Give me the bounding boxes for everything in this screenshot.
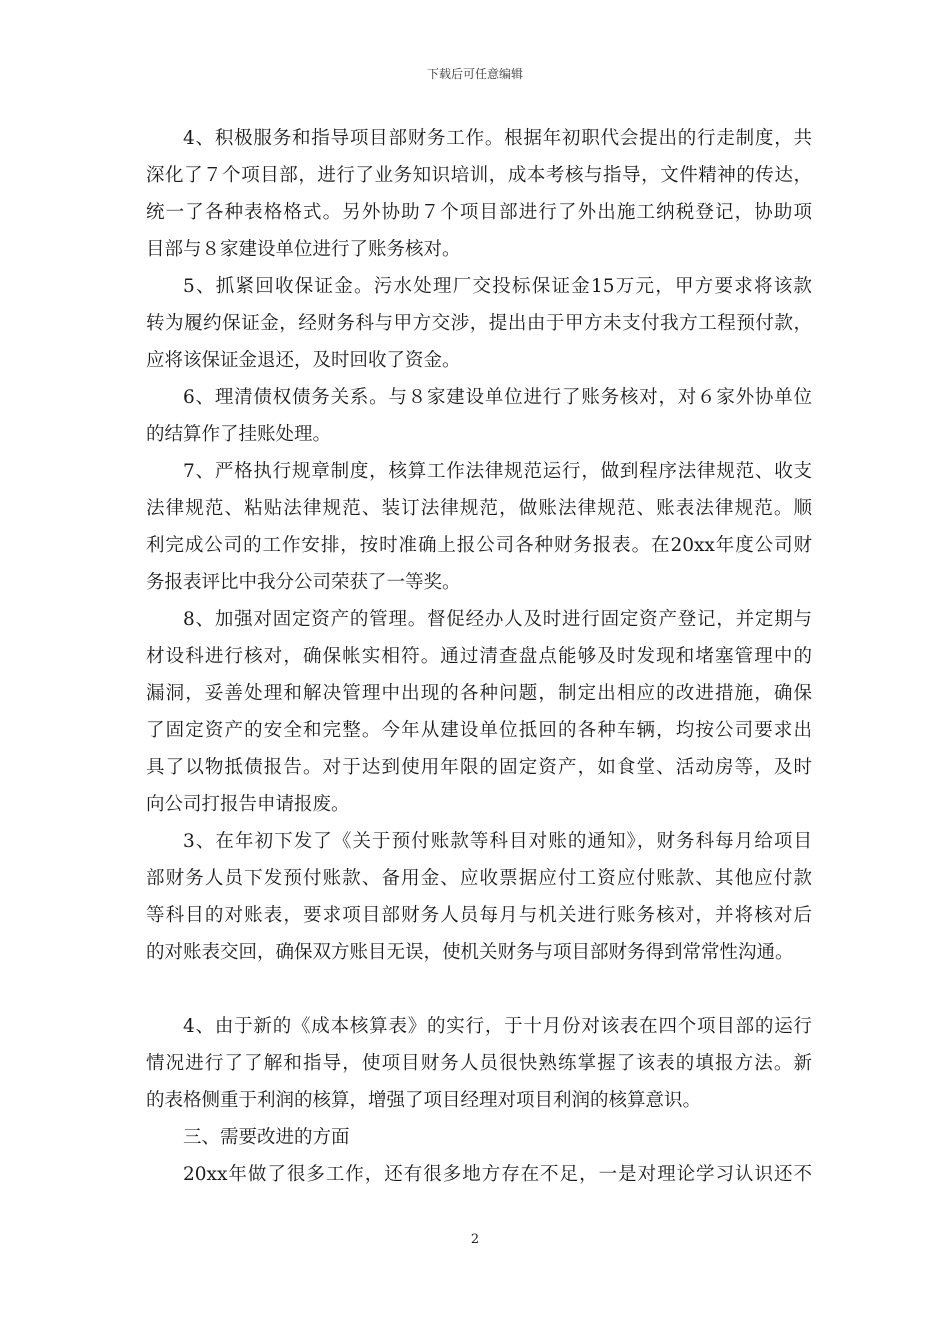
paragraph-line: 目部与８家建设单位进行了账务核对。 [146,239,461,260]
paragraph-line: 的表格侧重于利润的核算，增强了项目经理对项目利润的核算意识。 [146,1090,702,1111]
paragraph-item-4-project-guidance [146,120,812,268]
paragraph-line: 部财务人员下发预付账款、备用金、应收票据应付工资应付账款、其他应付款 [146,868,812,889]
paragraph-line: 的对账表交回，确保双方账目无误，使机关财务与项目部财务得到常常性沟通。 [146,942,794,963]
paragraph-line: 法律规范、粘贴法律规范、装订法律规范，做账法律规范、账表法律规范。顺 [146,498,812,519]
paragraph-line: 应将该保证金退还，及时回收了资金。 [146,350,461,371]
paragraph-line: 4、积极服务和指导项目部财务工作。根据年初职代会提出的行走制度，共 [183,128,812,149]
paragraph-item-3-account-reconciliation [146,823,812,971]
paragraph-item-4-cost-accounting [146,1008,812,1119]
paragraph-line: 统一了各种表格格式。另外协助７个项目部进行了外出施工纳税登记，协助项 [146,202,812,223]
paragraph-line: 3、在年初下发了《关于预付账款等科目对账的通知》，财务科每月给项目 [183,831,812,852]
paragraph-item-8-fixed-assets [146,601,812,823]
paragraph-line: 利完成公司的工作安排，按时准确上报公司各种财务报表。在20xx年度公司财 [146,535,812,556]
paragraph-line: 情况进行了了解和指导，使项目财务人员很快熟练掌握了该表的填报方法。新 [146,1053,812,1074]
paragraph-line: 5、抓紧回收保证金。污水处理厂交投标保证金15万元，甲方要求将该款 [183,276,812,297]
paragraph-line: 材设科进行核对，确保帐实相符。通过清查盘点能够及时发现和堵塞管理中的 [146,646,812,667]
paragraph-line: 了固定资产的安全和完整。今年从建设单位抵回的各种车辆，均按公司要求出 [146,720,812,741]
paragraph-line: 向公司打报告申请报废。 [146,794,350,815]
document-body [146,120,812,1193]
section-heading: 三、需要改进的方面 [183,1127,350,1148]
paragraph-line: 的结算作了挂账处理。 [146,424,332,445]
paragraph-line: 20xx年做了很多工作，还有很多地方存在不足，一是对理论学习认识还不 [183,1164,812,1185]
paragraph-line: 漏洞，妥善处理和解决管理中出现的各种问题，制定出相应的改进措施，确保 [146,683,812,704]
section-heading-improvements [146,1119,812,1156]
paragraph-line: 转为履约保证金，经财务科与甲方交涉，提出由于甲方未支付我方工程预付款， [146,313,812,334]
paragraph-line: 7、严格执行规章制度，核算工作法律规范运行，做到程序法律规范、收支 [183,461,812,482]
paragraph-line: 4、由于新的《成本核算表》的实行，于十月份对该表在四个项目部的运行 [183,1016,812,1037]
paragraph-line: 具了以物抵债报告。对于达到使用年限的固定资产，如食堂、活动房等，及时 [146,757,812,778]
page-header: 下载后可任意编辑 [426,67,523,81]
paragraph-item-7-regulations [146,453,812,601]
paragraph-line: 6、理清债权债务关系。与８家建设单位进行了账务核对，对６家外协单位 [183,387,812,408]
page-number: 2 [470,1232,480,1247]
paragraph-shortcomings [146,1156,812,1193]
paragraph-line: 深化了７个项目部，进行了业务知识培训，成本考核与指导，文件精神的传达， [146,165,812,186]
paragraph-item-5-deposit-recovery [146,268,812,379]
paragraph-item-6-debt-relations [146,379,812,453]
paragraph-line: 8、加强对固定资产的管理。督促经办人及时进行固定资产登记，并定期与 [183,609,812,630]
paragraph-spacer [146,971,812,1008]
paragraph-line: 务报表评比中我分公司荣获了一等奖。 [146,572,461,593]
paragraph-line: 等科目的对账表，要求项目部财务人员每月与机关进行账务核对，并将核对后 [146,905,812,926]
